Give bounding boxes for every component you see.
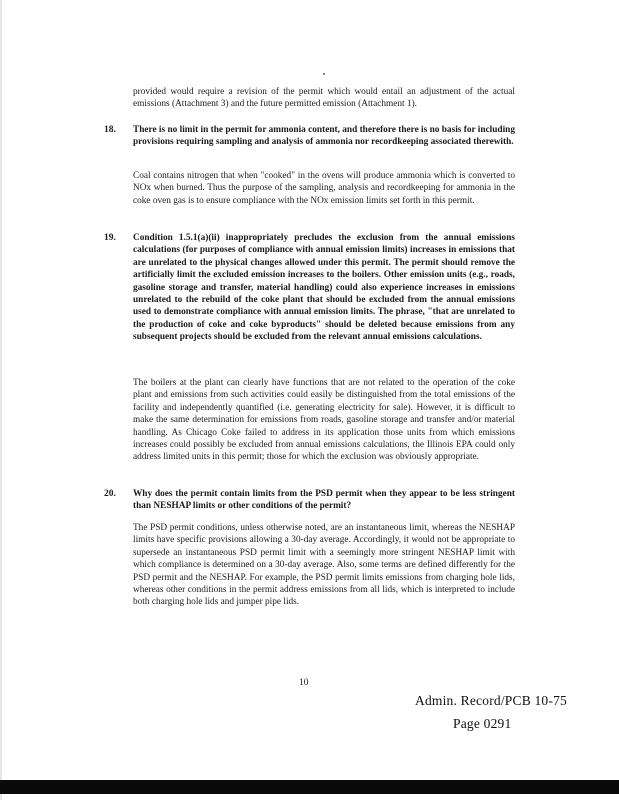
page-number: 10 [299,678,309,688]
scan-edge [0,0,2,800]
scan-speck [323,73,325,75]
item-18-response: Coal contains nitrogen that when "cooked" in the ovens will produce ammonia which is converted to NOx when burned. Thus the purpose of the sampling, analysis and recordkeeping for ammonia in the coke oven gas is to ensure compliance with the NOx emission limits set forth in this permit. [133,171,515,206]
item-20-question: Why does the permit contain limits from the PSD permit when they appear to be less stringent than NESHAP limits or other conditions of the permit? [133,489,515,512]
item-18-question: There is no limit in the permit for ammonia content, and therefore there is no basis for including provisions requiring sampling and analysis of ammonia nor recordkeeping associated therewith. [133,125,515,148]
item-19-number: 19. [104,233,116,243]
page-stamp: Page 0291 [453,716,512,731]
item-20-response: The PSD permit conditions, unless otherwise noted, are an instantaneous limit, whereas the NESHAP limits have specific provisions allowing a 30-day average. Accordingly, it would not be appropriate to supersede an instantaneous PSD permit limit with a seemingly more stringent NESHAP limit with which compliance is determined on a 30-day average. Also, some terms are defined differently for the PSD permit and the NESHAP. For example, the PSD permit limits emissions from charging hole lids, whereas other conditions in the permit address emissions from all lids, which is interpreted to include both charging hole lids and jumper pipe lids. [133,523,515,608]
intro-paragraph: provided would require a revision of the permit which would entail an adjustment of the actual emissions (Attachment 3) and the future permitted emission (Attachment 1). [133,87,515,110]
item-19-response: The boilers at the plant can clearly have functions that are not related to the operation of the coke plant and emissions from such activities could easily be distinguished from the total emissions of the facility and independently quantified (i.e. generating electricity for sale). However, it is difficult to make the same determination for emissions from roads, gasoline storage and transfer and/or material handling. As Chicago Coke failed to address in its application those units from which emissions increases could possibly be excluded from annual emissions calculations, the Illinois EPA could only address limited units in this permit; those for which the exclusion was obviously appropriate. [133,378,515,463]
item-20-number: 20. [104,489,116,499]
admin-record-stamp: Admin. Record/PCB 10-75 [415,693,567,708]
item-18-number: 18. [104,125,116,135]
scan-border-bar [0,780,619,794]
item-19-question: Condition 1.5.1(a)(ii) inappropriately precludes the exclusion from the annual emissions calculations (for purposes of compliance with annual emission limits) increases in emissions that are unrelated to the physical changes allowed under this permit. The permit should remove the artificially limit the excluded emission increases to the boilers. Other emission units (e.g., roads, gasoline storage and transfer, material handling) could also experience increases in emissions unrelated to the rebuild of the coke plant that should be excluded from the annual emissions used to demonstrate compliance with annual emission limits. The phrase, "that are unrelated to the production of coke and coke byproducts" should be deleted because emissions from any subsequent projects should be excluded from the relevant annual emissions calculations. [133,233,515,343]
